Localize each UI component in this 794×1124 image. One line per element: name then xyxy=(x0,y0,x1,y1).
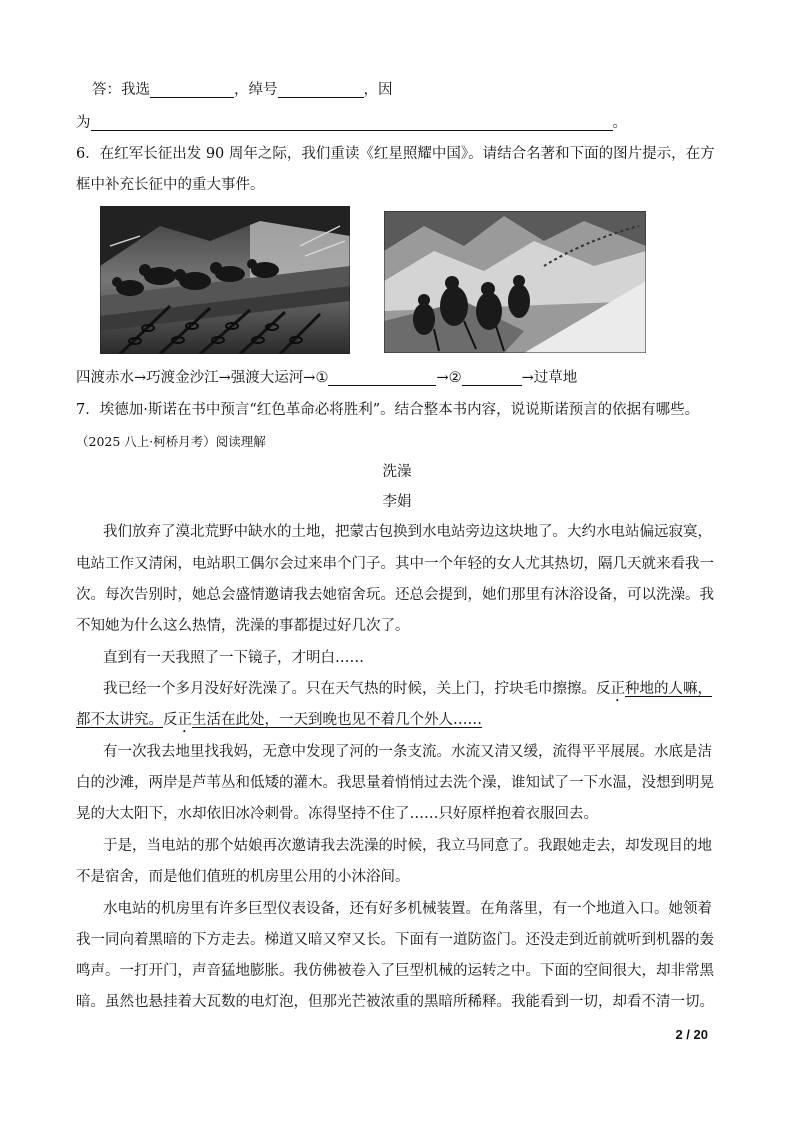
answer-line: 答：我选 ，绰号 ，因 xyxy=(92,82,393,98)
event-blank-2[interactable] xyxy=(462,369,522,386)
paragraph-6-line: 水电站的机房里有许多巨型仪表设备，还有好多机械装置。在角落里，有一个地道入口。她领着 xyxy=(103,901,712,917)
question-6-line-1: 6．在红军长征出发 90 周年之际，我们重读《红星照耀中国》。请结合名著和下面的图片提示，在方 xyxy=(76,146,715,162)
question-6-line-2: 框中补充长征中的重大事件。 xyxy=(76,177,265,193)
underlined-phrase: 都不太讲究。 xyxy=(76,712,163,728)
question-7: 7．埃德加·斯诺在书中预言“红色革命必将胜利”。结合整本书内容，说说斯诺预言的依据有哪些。 xyxy=(76,402,700,418)
blank-number-2: ② xyxy=(448,370,462,386)
snow-mountain-painting xyxy=(384,211,646,353)
paragraph-3-line-1: 我已经一个多月没好好洗澡了。只在天气热的时候，关上门，拧块毛巾擦擦。反正种地的人嘛， xyxy=(103,681,712,697)
paragraph-6-line: 我一同向着黑暗的下方走去。梯道又暗又窄又长。下面有一道防盗门。还没走到近前就听到机器的轰 xyxy=(76,932,714,948)
underlined-phrase: 种地的人嘛， xyxy=(625,681,712,697)
emphasis-char: 正 xyxy=(177,712,192,728)
nickname-blank[interactable] xyxy=(278,81,364,98)
page-number: 2 / 20 xyxy=(675,1027,708,1042)
paragraph-1-line: 不知她为什么这么热情，洗澡的事都提过好几次了。 xyxy=(76,618,410,634)
emphasis-char: 正 xyxy=(610,681,625,697)
reason-blank[interactable] xyxy=(91,114,613,131)
paragraph-1-line: 我们放弃了漠北荒野中缺水的土地，把蒙古包换到水电站旁边这块地了。大约水电站偏远寂寞， xyxy=(103,524,712,540)
article-author: 李娟 xyxy=(382,494,412,510)
paragraph-4-line: 有一次我去地里找我妈，无意中发现了河的一条支流。水流又清又缓，流得平平展展。水底是洁 xyxy=(103,744,712,760)
reason-line: 为 。 xyxy=(76,115,627,131)
paragraph-1-line: 电站工作又清闲，电站职工偶尔会过来串个门子。其中一个年轻的女人尤其热切，隔几天就来看我一 xyxy=(76,556,714,572)
paragraph-5-line: 不是宿舍，而是他们值班的机房里公用的小沐浴间。 xyxy=(76,869,410,885)
long-march-chain: 四渡赤水→巧渡金沙江→强渡大运河→① →② →过草地 xyxy=(76,370,578,386)
paragraph-6-line: 暗。虽然也悬挂着大瓦数的电灯泡，但那光芒被浓重的黑暗所稀释。我能看到一切，却看不清一切。 xyxy=(76,994,714,1010)
blank-number-1: ① xyxy=(315,370,329,386)
paragraph-4-line: 白的沙滩，两岸是芦苇丛和低矮的灌木。我思量着悄悄过去洗个澡，谁知试了一下水温，没想到明晃 xyxy=(76,775,714,791)
paragraph-5-line: 于是，当电站的那个姑娘再次邀请我去洗澡的时候，我立马同意了。我跟她走去，却发现目的地 xyxy=(103,838,712,854)
paragraph-2: 直到有一天我照了一下镜子，才明白…… xyxy=(103,650,364,666)
article-title: 洗澡 xyxy=(382,464,412,480)
source-label: （2025 八上·柯桥月考）阅读理解 xyxy=(76,434,266,449)
paragraph-4-line: 晃的大太阳下，水却依旧冰冷刺骨。冻得坚持不住了……只好原样抱着衣服回去。 xyxy=(76,806,598,822)
paragraph-6-line: 鸣声。一打开门，声音猛地膨胀。我仿佛被卷入了巨型机械的运转之中。下面的空间很大，却非常黑 xyxy=(76,963,714,979)
paragraph-3-line-2: 都不太讲究。反正生活在此处，一天到晚也见不着几个外人…… xyxy=(76,712,482,728)
choice-blank[interactable] xyxy=(150,81,234,98)
paragraph-1-line: 次。每次告别时，她总会盛情邀请我去她宿舍玩。还总会提到，她们那里有沐浴设备，可以洗澡。我 xyxy=(76,587,714,603)
underlined-phrase: 生活在此处，一天到晚也见不着几个外人…… xyxy=(192,712,482,728)
luding-bridge-painting xyxy=(100,206,350,354)
event-blank-1[interactable] xyxy=(328,369,436,386)
